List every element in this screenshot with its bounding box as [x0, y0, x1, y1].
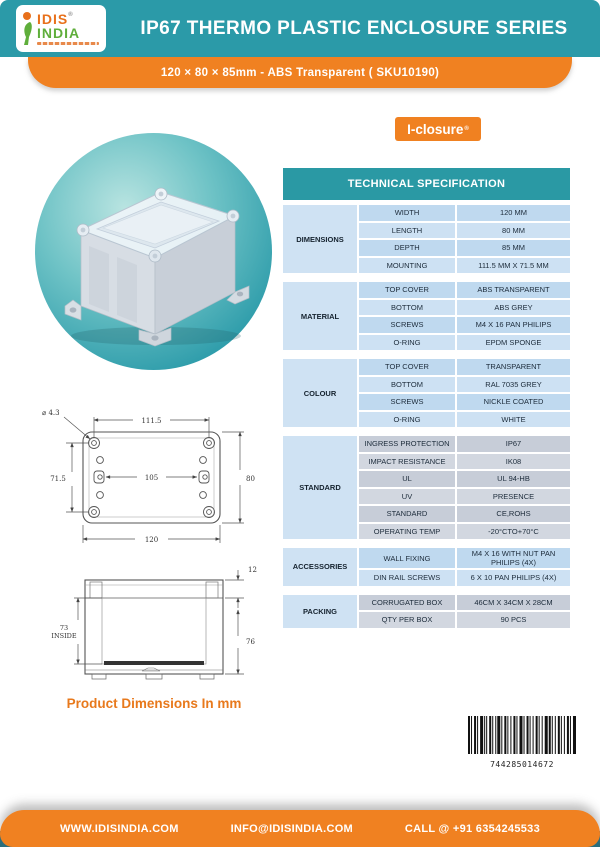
spec-row: [359, 436, 570, 452]
spec-section: [283, 595, 570, 628]
spec-param: O-RING: [359, 335, 455, 351]
spec-param: SCREWS: [359, 394, 455, 410]
spec-param: BOTTOM: [359, 300, 455, 316]
spec-sections: [283, 205, 570, 628]
spec-row: [359, 570, 570, 586]
dimensions-caption: Product Dimensions In mm: [66, 696, 242, 711]
spec-row: [359, 471, 570, 487]
side-view-drawing: [48, 558, 268, 690]
spec-param: DIN RAIL SCREWS: [359, 570, 455, 586]
spec-value: ABS GREY: [457, 300, 570, 316]
spec-row: [359, 412, 570, 428]
spec-value: 85 MM: [457, 240, 570, 256]
spec-value: ABS TRANSPARENT: [457, 282, 570, 298]
spec-section: [283, 205, 570, 273]
logo-text: [37, 12, 99, 45]
spec-value: M4 X 16 WITH NUT PAN PHILIPS (4X): [457, 548, 570, 568]
spec-section-rows: [359, 595, 570, 628]
spec-param: BOTTOM: [359, 377, 455, 393]
svg-text:76: 76: [246, 638, 255, 646]
barcode-number: 744285014672: [490, 760, 554, 769]
spec-row: [359, 506, 570, 522]
spec-param: STANDARD: [359, 506, 455, 522]
svg-text:105: 105: [144, 474, 159, 482]
spec-section-rows: [359, 282, 570, 350]
enclosure-illustration: [51, 154, 256, 349]
spec-section: [283, 282, 570, 350]
spec-row: [359, 377, 570, 393]
spec-value: RAL 7035 GREY: [457, 377, 570, 393]
spec-param: TOP COVER: [359, 282, 455, 298]
spec-value: UL 94-HB: [457, 471, 570, 487]
spec-value: IP67: [457, 436, 570, 452]
spec-section-label: STANDARD: [283, 436, 357, 539]
spec-row: [359, 282, 570, 298]
spec-row: [359, 240, 570, 256]
product-photo: [35, 133, 272, 370]
footer-bar: [0, 810, 600, 847]
spec-param: SCREWS: [359, 317, 455, 333]
spec-section-rows: [359, 359, 570, 427]
spec-row: [359, 524, 570, 540]
logo-tagline: [37, 42, 99, 45]
logo-line2: INDIA: [37, 25, 81, 41]
spec-param: IMPACT RESISTANCE: [359, 454, 455, 470]
spec-value: 46CM X 34CM X 28CM: [457, 595, 570, 611]
spec-row: [359, 359, 570, 375]
spec-section-label: COLOUR: [283, 359, 357, 427]
spec-param: QTY PER BOX: [359, 612, 455, 628]
logo-line1: IDIS®: [37, 11, 74, 27]
spec-row: [359, 205, 570, 221]
spec-section-label: PACKING: [283, 595, 357, 628]
spec-table: [283, 168, 570, 637]
spec-row: [359, 335, 570, 351]
spec-row: [359, 394, 570, 410]
spec-row: [359, 300, 570, 316]
spec-value: CE,ROHS: [457, 506, 570, 522]
product-subtitle-banner: 120 × 80 × 85mm - ABS Transparent ( SKU10190): [28, 57, 572, 88]
spec-value: TRANSPARENT: [457, 359, 570, 375]
spec-value: NICKLE COATED: [457, 394, 570, 410]
spec-param: CORRUGATED BOX: [359, 595, 455, 611]
spec-param: O-RING: [359, 412, 455, 428]
svg-text:73: 73: [59, 624, 69, 632]
spec-table-title: TECHNICAL SPECIFICATION: [283, 168, 570, 200]
spec-value: M4 X 16 PAN PHILIPS: [457, 317, 570, 333]
spec-row: [359, 223, 570, 239]
brand-badge: [395, 117, 481, 141]
barcode-stripes-icon: [468, 716, 576, 754]
spec-section-rows: [359, 548, 570, 586]
svg-text:⌀ 4.3: ⌀ 4.3: [42, 409, 60, 417]
spec-value: EPDM SPONGE: [457, 335, 570, 351]
barcode: [466, 716, 578, 769]
spec-value: WHITE: [457, 412, 570, 428]
footer-phone: CALL @ +91 6354245533: [404, 822, 540, 835]
spec-row: [359, 258, 570, 274]
registered-mark-icon: ®: [464, 126, 469, 132]
company-logo: [16, 5, 106, 52]
svg-text:71.5: 71.5: [50, 475, 66, 483]
spec-value: 80 MM: [457, 223, 570, 239]
spec-param: MOUNTING: [359, 258, 455, 274]
svg-text:120: 120: [144, 536, 159, 544]
spec-row: [359, 548, 570, 568]
spec-value: 120 MM: [457, 205, 570, 221]
spec-section: [283, 359, 570, 427]
spec-section-rows: [359, 205, 570, 273]
spec-value: IK08: [457, 454, 570, 470]
svg-text:INSIDE: INSIDE: [51, 632, 77, 640]
spec-param: INGRESS PROTECTION: [359, 436, 455, 452]
spec-section: [283, 548, 570, 586]
header-bar: [0, 0, 600, 57]
svg-text:111.5: 111.5: [141, 417, 162, 425]
spec-row: [359, 595, 570, 611]
spec-param: TOP COVER: [359, 359, 455, 375]
spec-param: UV: [359, 489, 455, 505]
spec-row: [359, 489, 570, 505]
spec-section-label: MATERIAL: [283, 282, 357, 350]
spec-value: 111.5 MM X 71.5 MM: [457, 258, 570, 274]
spec-section-rows: [359, 436, 570, 539]
spec-param: LENGTH: [359, 223, 455, 239]
logo-person-icon: [20, 11, 35, 47]
spec-param: WALL FIXING: [359, 548, 455, 568]
spec-section-label: DIMENSIONS: [283, 205, 357, 273]
spec-param: WIDTH: [359, 205, 455, 221]
top-view-drawing: [36, 400, 268, 557]
footer-email: INFO@IDISINDIA.COM: [230, 822, 354, 835]
spec-value: -20°CTO+70°C: [457, 524, 570, 540]
registered-mark-icon: ®: [68, 12, 74, 18]
svg-text:80: 80: [246, 475, 255, 483]
spec-row: [359, 454, 570, 470]
svg-text:12: 12: [248, 566, 257, 574]
spec-value: 90 PCS: [457, 612, 570, 628]
spec-section-label: ACCESSORIES: [283, 548, 357, 586]
page-title: IP67 THERMO PLASTIC ENCLOSURE SERIES: [140, 17, 568, 39]
spec-section: [283, 436, 570, 539]
spec-param: OPERATING TEMP: [359, 524, 455, 540]
spec-value: PRESENCE: [457, 489, 570, 505]
spec-param: DEPTH: [359, 240, 455, 256]
spec-value: 6 X 10 PAN PHILIPS (4X): [457, 570, 570, 586]
footer-website: WWW.IDISINDIA.COM: [60, 822, 179, 835]
spec-row: [359, 612, 570, 628]
brand-badge-label: I-closure: [407, 121, 464, 137]
spec-row: [359, 317, 570, 333]
spec-param: UL: [359, 471, 455, 487]
